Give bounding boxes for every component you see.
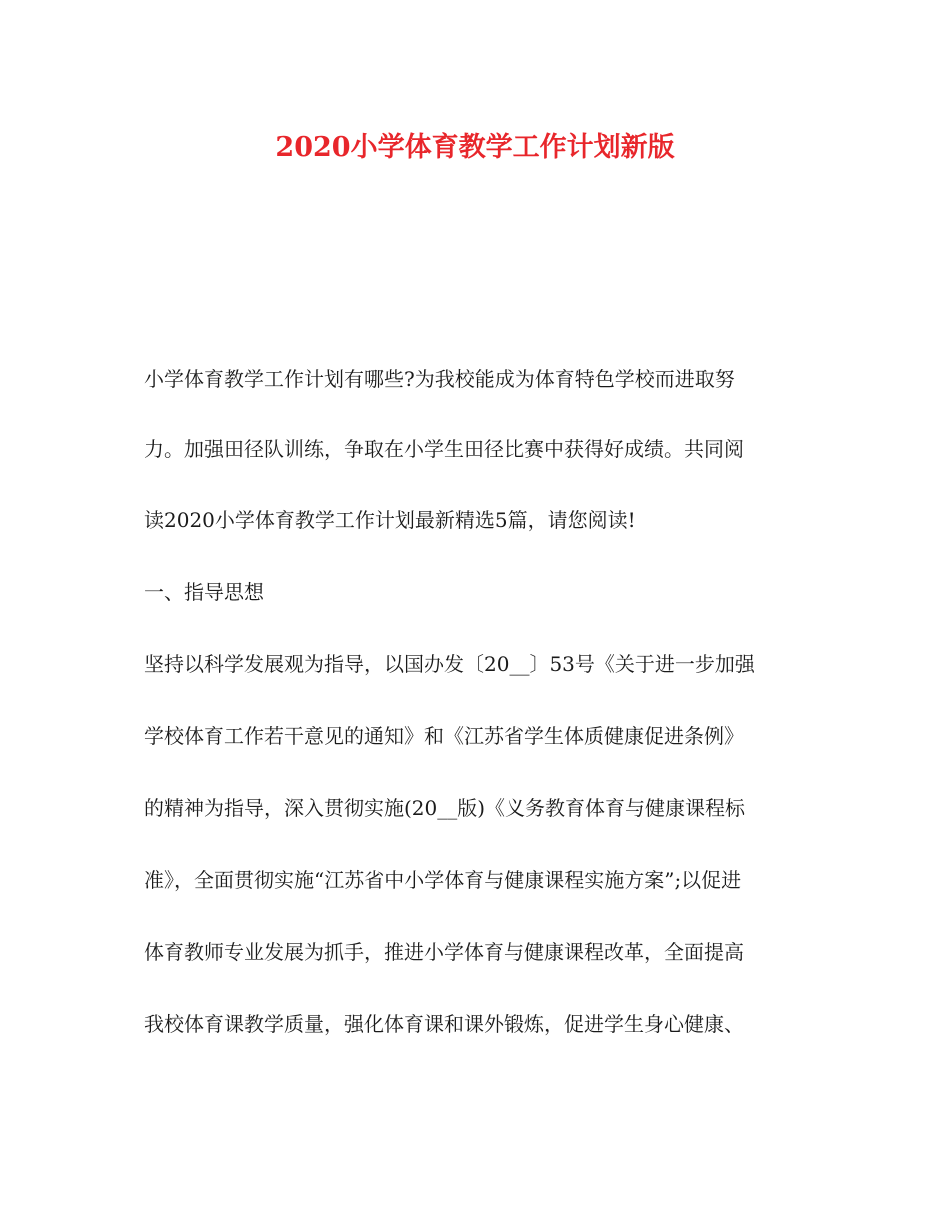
section-heading-1: 一、指导思想 [144,580,264,604]
body-line-10: 我校体育课教学质量，强化体育课和课外锻炼，促进学生身心健康、 [144,1012,744,1036]
body-line-6: 学校体育工作若干意见的通知》和《江苏省学生体质健康促进条例》 [144,724,744,748]
body-line-2: 力。加强田径队训练，争取在小学生田径比赛中获得好成绩。共同阅 [144,437,744,461]
body-line-1: 小学体育教学工作计划有哪些?为我校能成为体育特色学校而进取努 [144,367,735,391]
body-line-8: 准》，全面贯彻实施“江苏省中小学体育与健康课程实施方案”;以促进 [144,868,742,892]
document-title: 2020小学体育教学工作计划新版 [275,132,675,163]
body-line-3: 读2020小学体育教学工作计划最新精选5篇，请您阅读! [144,508,636,532]
body-line-9: 体育教师专业发展为抓手，推进小学体育与健康课程改革，全面提高 [144,940,744,964]
body-line-5: 坚持以科学发展观为指导，以国办发〔20__〕53号《关于进一步加强 [144,652,755,676]
body-line-7: 的精神为指导，深入贯彻实施(20__版)《义务教育体育与健康课程标 [144,796,746,820]
